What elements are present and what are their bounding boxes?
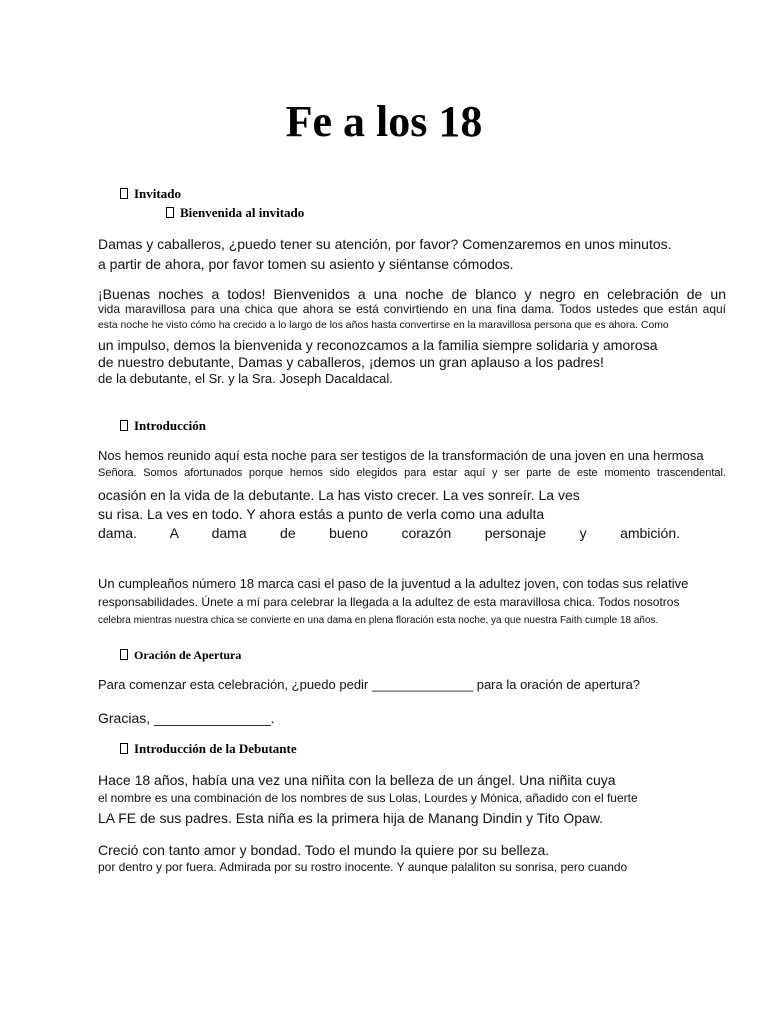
paragraph-line: celebra mientras nuestra chica se convierte en una dama en plena floración esta noche, ya que nuestra Faith cumple 18 años. bbox=[98, 615, 659, 626]
paragraph-line: el nombre es una combinación de los nombres de sus Lolas, Lourdes y Mónica, añadido con el fuerte bbox=[98, 791, 638, 805]
paragraph-line: Gracias, _______________. bbox=[98, 710, 275, 726]
paragraph-line: Un cumpleaños número 18 marca casi el paso de la juventud a la adultez joven, con todas sus relative bbox=[98, 576, 689, 591]
paragraph-line: dama. A dama de bueno corazón personaje y ambición. bbox=[98, 525, 680, 541]
checkbox-bullet-icon bbox=[120, 649, 128, 660]
paragraph-line: su risa. La ves en todo. Y ahora estás a punto de verla como una adulta bbox=[98, 506, 545, 522]
paragraph-line: Señora. Somos afortunados porque hemos sido elegidos para estar aquí y ser parte de este momento trascendental. bbox=[98, 467, 726, 479]
paragraph-line: Creció con tanto amor y bondad. Todo el mundo la quiere por su belleza. bbox=[98, 842, 550, 858]
heading-debutante-label: Introducción de la Debutante bbox=[134, 741, 297, 756]
checkbox-bullet-icon bbox=[120, 420, 128, 431]
paragraph-line: Para comenzar esta celebración, ¿puedo pedir ______________ para la oración de apertura? bbox=[98, 677, 641, 692]
heading-invitado-label: Invitado bbox=[134, 186, 181, 201]
paragraph-line: de nuestro debutante, Damas y caballeros, ¡demos un gran aplauso a los padres! bbox=[98, 354, 604, 370]
checkbox-bullet-icon bbox=[120, 743, 128, 754]
paragraph-line: Damas y caballeros, ¿puedo tener su atención, por favor? Comenzaremos en unos minutos. bbox=[98, 236, 672, 252]
heading-invitado bbox=[120, 186, 181, 202]
document-title: Fe a los 18 bbox=[285, 97, 483, 146]
paragraph-line: Nos hemos reunido aquí esta noche para ser testigos de la transformación de una joven en una hermosa bbox=[98, 448, 704, 463]
paragraph-line: de la debutante, el Sr. y la Sra. Joseph Dacaldacal. bbox=[98, 371, 393, 386]
heading-oracion-label: Oración de Apertura bbox=[134, 648, 242, 662]
checkbox-bullet-icon bbox=[166, 207, 174, 218]
heading-oracion bbox=[120, 647, 241, 663]
checkbox-bullet-icon bbox=[120, 188, 128, 199]
paragraph-line: ocasión en la vida de la debutante. La has visto crecer. La ves sonreír. La ves bbox=[98, 487, 580, 503]
paragraph-line: LA FE de sus padres. Esta niña es la primera hija de Manang Dindin y Tito Opaw. bbox=[98, 810, 604, 826]
paragraph-line: esta noche he visto cómo ha crecido a lo largo de los años hasta convertirse en la maravillosa persona que es ahora. Como bbox=[98, 320, 669, 331]
paragraph-line: vida maravillosa para una chica que ahora se está convirtiendo en una fina dama. Todos ustedes que están aquí bbox=[98, 302, 726, 316]
subheading-bienvenida bbox=[166, 205, 304, 221]
paragraph-line: un impulso, demos la bienvenida y reconozcamos a la familia siempre solidaria y amorosa bbox=[98, 337, 658, 353]
paragraph-line: Hace 18 años, había una vez una niñita con la belleza de un ángel. Una niñita cuya bbox=[98, 772, 616, 788]
paragraph-line: responsabilidades. Únete a mí para celebrar la llegada a la adultez de esta maravillosa chica. Todos nosotros bbox=[98, 595, 680, 609]
heading-introduccion-label: Introducción bbox=[134, 418, 206, 433]
paragraph-line: por dentro y por fuera. Admirada por su rostro inocente. Y aunque palaliton su sonrisa, pero cuando bbox=[98, 860, 628, 874]
subheading-bienvenida-label: Bienvenida al invitado bbox=[180, 205, 305, 220]
heading-introduccion bbox=[120, 418, 206, 434]
paragraph-line: a partir de ahora, por favor tomen su asiento y siéntanse cómodos. bbox=[98, 256, 514, 272]
heading-debutante bbox=[120, 741, 297, 757]
paragraph-line: ¡Buenas noches a todos! Bienvenidos a una noche de blanco y negro en celebración de un bbox=[98, 286, 726, 302]
